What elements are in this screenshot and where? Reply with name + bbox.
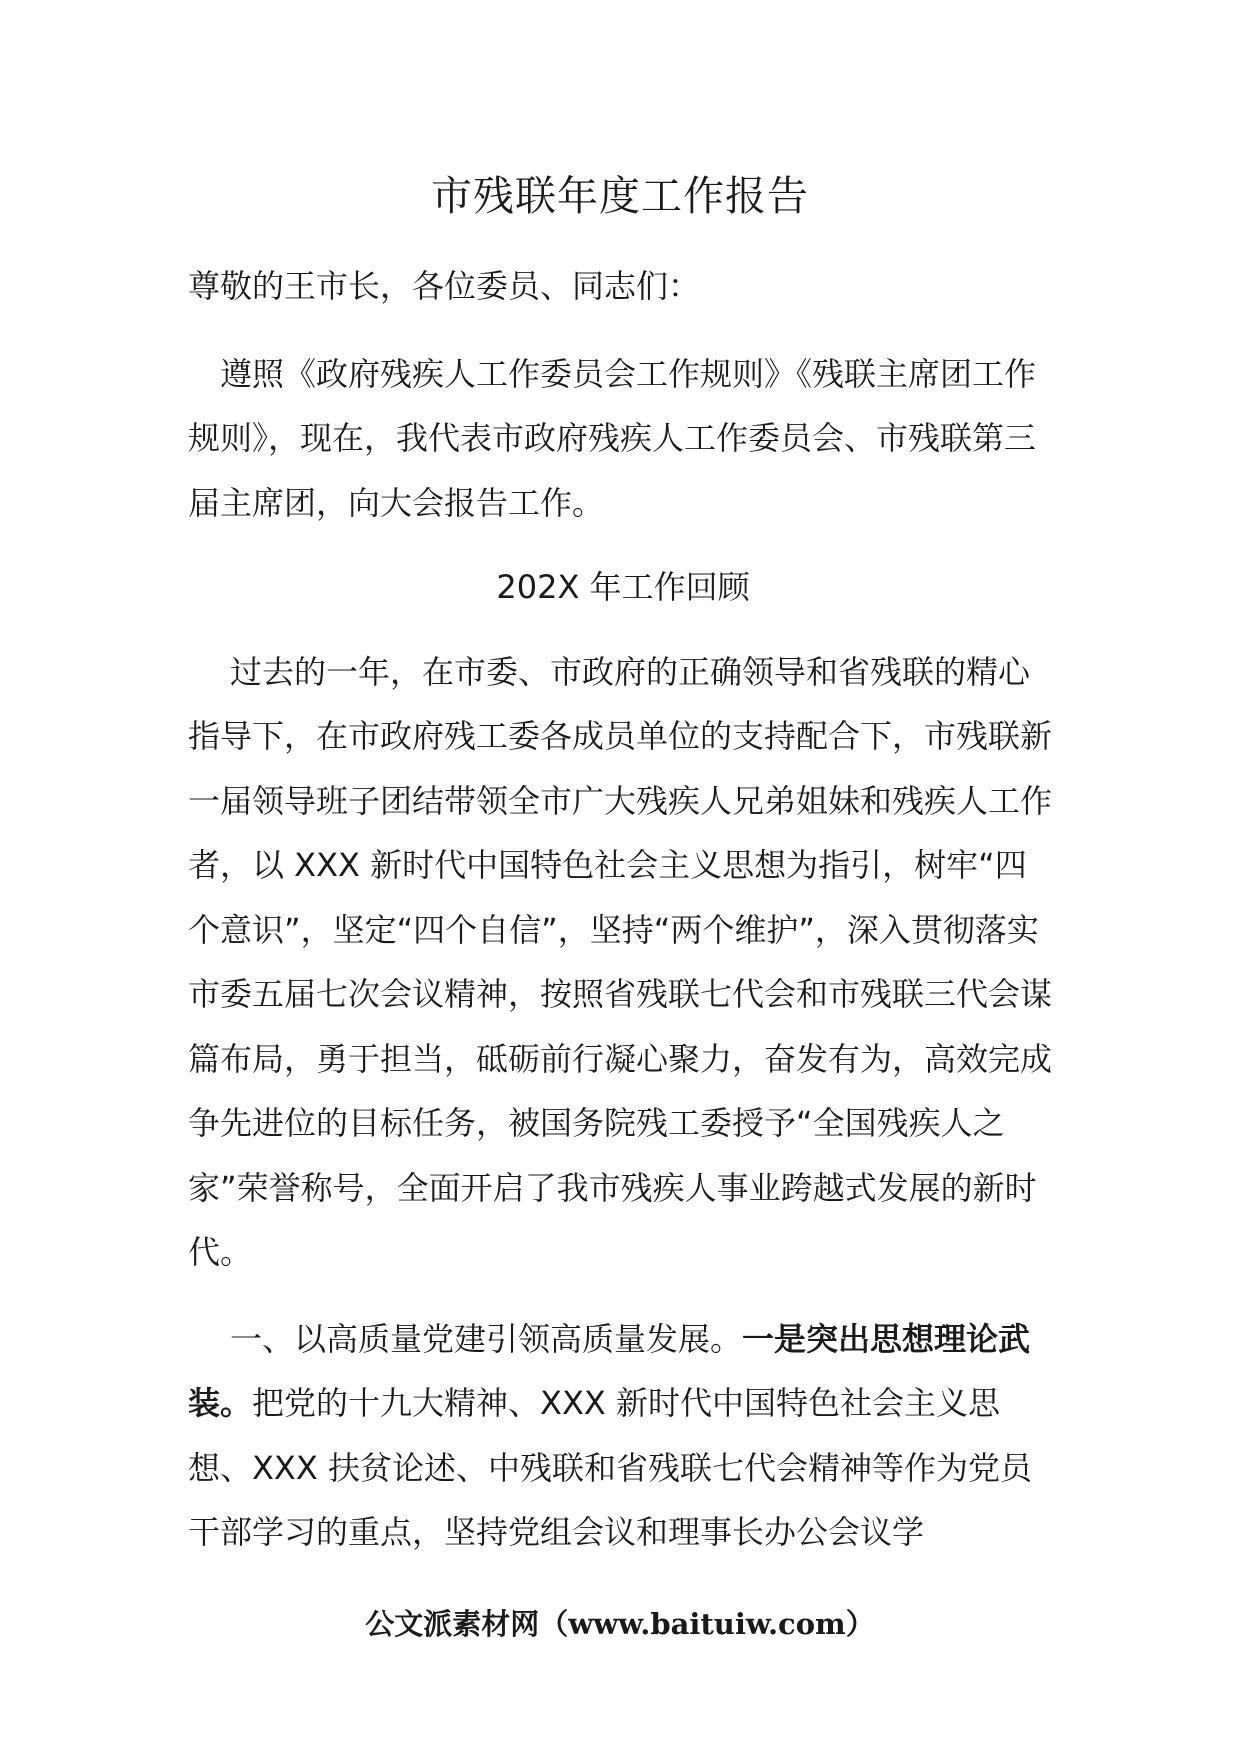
point-one-heading: 一、以高质量党建引领高质量发展。 [230,1319,743,1358]
document-title: 市残联年度工作报告 [431,172,809,220]
watermark-footer: 公文派素材网（www.baituiw.com） [365,1607,875,1641]
document-body [188,254,1058,1565]
review-paragraph: 过去的一年，在市委、市政府的正确领导和省残联的精心指导下，在市政府残工委各成员单位的支持配合下，市残联新一届领导班子团结带领全市广大残疾人兄弟姐妹和残疾人工作者，以 XXX 新时代中国特色社会主义思想为指引，树牢“四个意识”，坚定“四个自信”，坚持“两个维护”，深入贯彻落实市委五届七次会议精神，按照省残联七代会和市残联三代会谋篇布局，勇于担当，砥砺前行凝心聚力，奋发有为，高效完成争先进位的目标任务，被国务院残工委授予“全国残疾人之家”荣誉称号，全面开启了我市残疾人事业跨越式发展的新时代。 [188,652,1053,1271]
point-one-paragraph [188,1307,1058,1565]
point-one-text: 把党的十九大精神、XXX 新时代中国特色社会主义思想、XXX 扶贫论述、中残联和省残联七代会精神等作为党员干部学习的重点，坚持党组会议和理事长办公会议学 [188,1384,1032,1551]
section-heading: 202X 年工作回顾 [496,568,750,606]
point-one-bold-lead: 一是突出思想理论武装。 [188,1319,1031,1422]
intro-paragraph: 遵照《政府残疾人工作委员会工作规则》《残联主席团工作规则》，现在，我代表市政府残疾人工作委员会、市残联第三届主席团，向大会报告工作。 [188,354,1037,522]
greeting-line: 尊敬的王市长，各位委员、同志们： [188,267,701,305]
